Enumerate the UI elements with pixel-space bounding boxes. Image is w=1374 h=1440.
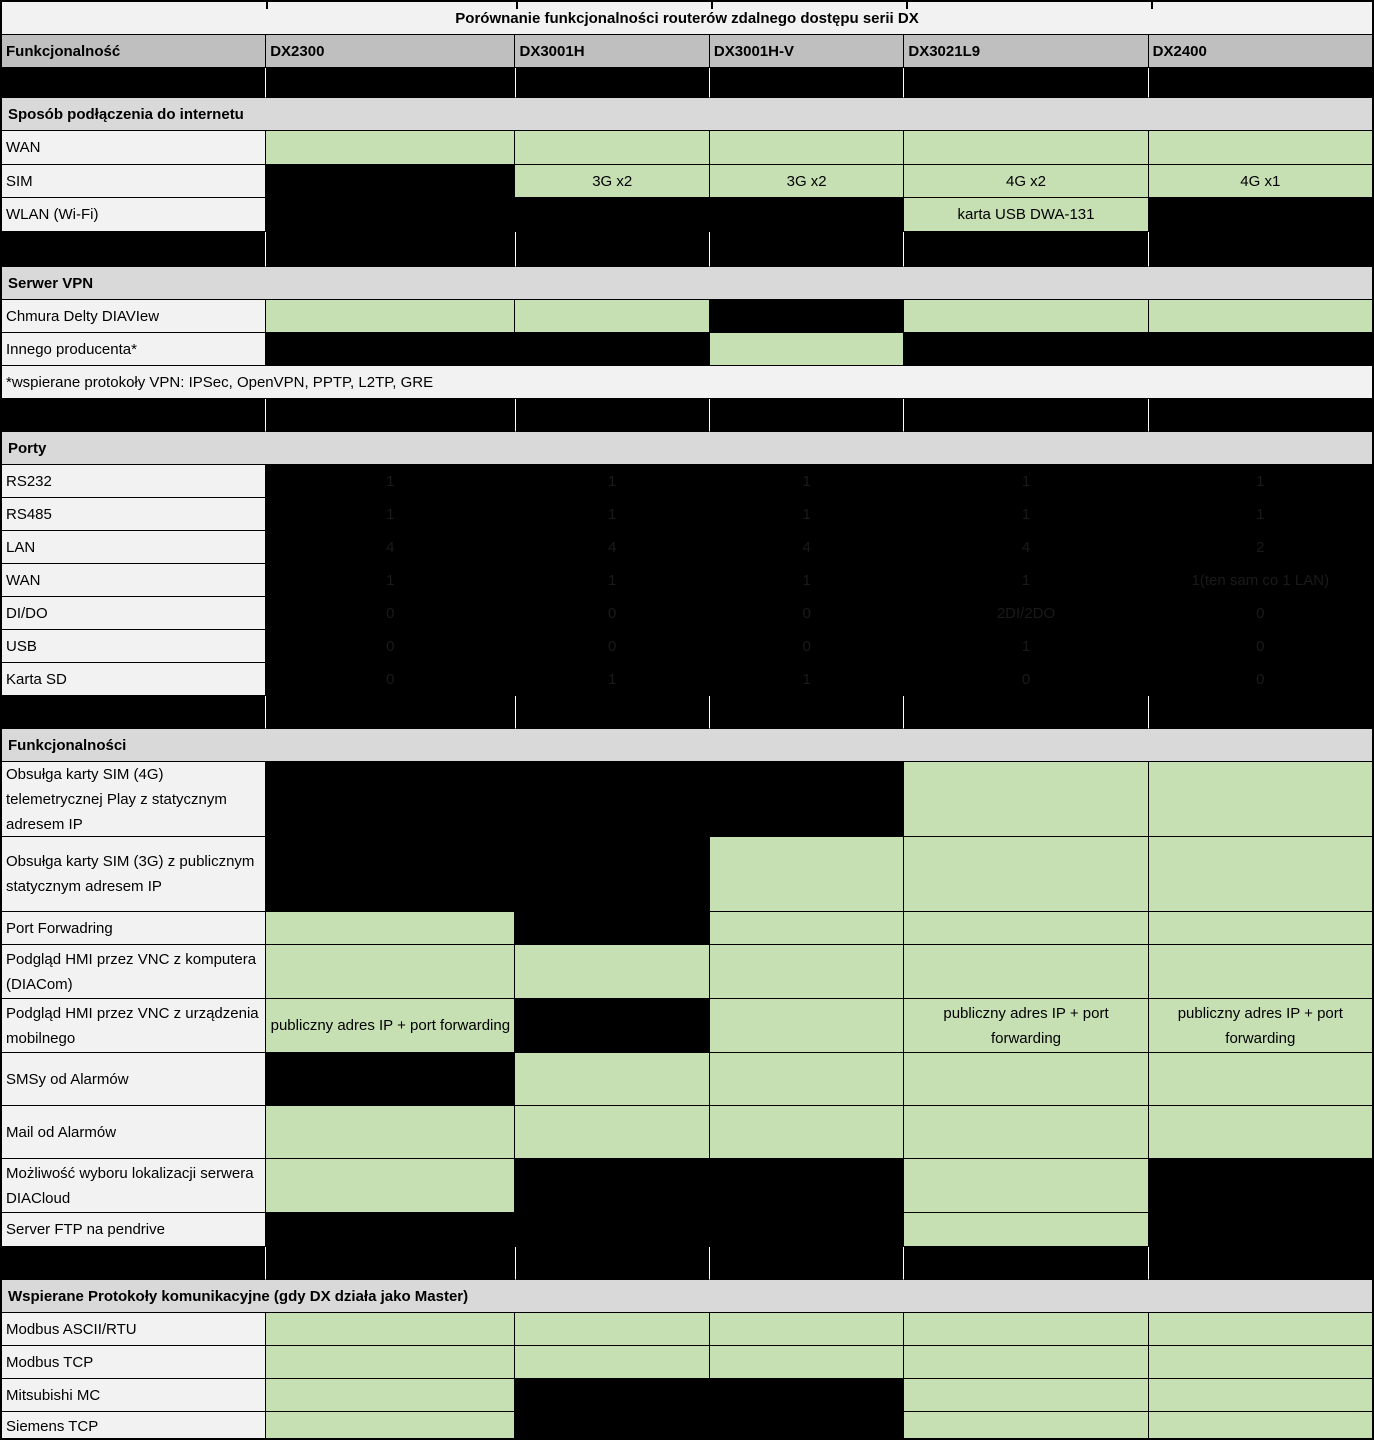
row-row	[2, 945, 1372, 999]
row-row	[2, 531, 1372, 564]
column-boundary-tick	[711, 2, 713, 9]
feature-supported-cell	[904, 912, 1148, 945]
spacer-row	[2, 399, 1372, 432]
feature-unsupported-cell: 1	[904, 630, 1148, 663]
feature-unsupported-cell	[266, 1213, 515, 1247]
feature-unsupported-cell: 1	[1149, 465, 1372, 498]
feature-unsupported-cell	[515, 999, 709, 1053]
feature-unsupported-cell	[1149, 1213, 1372, 1247]
row-row	[2, 165, 1372, 198]
feature-label: WAN	[2, 131, 266, 165]
feature-unsupported-cell: 0	[1149, 597, 1372, 630]
feature-label: Obsułga karty SIM (4G) telemetrycznej Play z statycznym adresem IP	[2, 762, 266, 837]
feature-label: Siemens TCP	[2, 1412, 266, 1440]
feature-supported-cell	[1149, 945, 1372, 999]
feature-unsupported-cell	[515, 1159, 709, 1213]
spacer-cell	[1149, 232, 1372, 267]
feature-unsupported-cell: 2DI/2DO	[904, 597, 1148, 630]
feature-label: Podgląd HMI przez VNC z urządzenia mobilnego	[2, 999, 266, 1053]
row-row	[2, 630, 1372, 663]
feature-unsupported-cell: 1	[710, 498, 904, 531]
feature-supported-cell	[1149, 1053, 1372, 1106]
feature-supported-cell	[904, 837, 1148, 912]
section-row	[2, 267, 1372, 300]
feature-unsupported-cell	[266, 165, 515, 198]
section-header: Porty	[2, 432, 1372, 465]
row-row	[2, 999, 1372, 1053]
feature-supported-cell	[1149, 762, 1372, 837]
feature-supported-cell	[515, 1313, 709, 1346]
feature-supported-cell	[710, 912, 904, 945]
feature-unsupported-cell	[710, 1159, 904, 1213]
feature-supported-cell	[710, 1313, 904, 1346]
feature-unsupported-cell	[904, 333, 1148, 366]
spacer-cell	[710, 1247, 904, 1280]
header-row	[2, 35, 1372, 68]
feature-label: Podgląd HMI przez VNC z komputera (DIACom)	[2, 945, 266, 999]
feature-supported-cell	[904, 131, 1148, 165]
feature-unsupported-cell: 1	[904, 564, 1148, 597]
section-row	[2, 432, 1372, 465]
feature-unsupported-cell: 1	[710, 465, 904, 498]
feature-supported-cell	[1149, 1106, 1372, 1159]
spacer-cell	[266, 399, 515, 432]
spacer-cell	[1149, 696, 1372, 729]
row-row	[2, 564, 1372, 597]
feature-unsupported-cell	[710, 1379, 904, 1412]
feature-label: Port Forwadring	[2, 912, 266, 945]
feature-unsupported-cell: 1	[1149, 498, 1372, 531]
spacer-cell	[266, 68, 515, 98]
row-row	[2, 837, 1372, 912]
feature-unsupported-cell: 1	[515, 564, 709, 597]
feature-unsupported-cell: 1	[904, 498, 1148, 531]
feature-unsupported-cell: 1	[266, 498, 515, 531]
row-row	[2, 498, 1372, 531]
spacer-cell	[710, 232, 904, 267]
feature-unsupported-cell: 0	[1149, 663, 1372, 696]
feature-label: SMSy od Alarmów	[2, 1053, 266, 1106]
feature-supported-cell: publiczny adres IP + port forwarding	[266, 999, 515, 1053]
section-header: Serwer VPN	[2, 267, 1372, 300]
feature-unsupported-cell	[266, 1053, 515, 1106]
spacer-cell	[2, 232, 266, 267]
feature-supported-cell	[904, 1412, 1148, 1440]
feature-label: Chmura Delty DIAVIew	[2, 300, 266, 333]
feature-label: DI/DO	[2, 597, 266, 630]
column-header-feature: Funkcjonalność	[2, 35, 266, 68]
feature-unsupported-cell	[515, 198, 709, 232]
feature-unsupported-cell: 1	[710, 564, 904, 597]
feature-label: LAN	[2, 531, 266, 564]
feature-unsupported-cell: 0	[1149, 630, 1372, 663]
row-row	[2, 1313, 1372, 1346]
feature-supported-cell	[266, 1379, 515, 1412]
spacer-cell	[2, 1247, 266, 1280]
spacer-row	[2, 1247, 1372, 1280]
spacer-cell	[266, 232, 515, 267]
column-boundary-tick	[1151, 2, 1153, 9]
feature-supported-cell	[710, 131, 904, 165]
feature-label: Mail od Alarmów	[2, 1106, 266, 1159]
feature-unsupported-cell: 1	[266, 465, 515, 498]
feature-supported-cell	[904, 300, 1148, 333]
feature-supported-cell	[904, 1313, 1148, 1346]
feature-unsupported-cell: 1	[515, 465, 709, 498]
column-header-dx2300: DX2300	[266, 35, 515, 68]
row-row	[2, 198, 1372, 232]
feature-supported-cell: 3G x2	[515, 165, 709, 198]
spacer-cell	[710, 68, 904, 98]
spacer-cell	[904, 399, 1148, 432]
feature-unsupported-cell	[1149, 198, 1372, 232]
feature-unsupported-cell	[266, 837, 515, 912]
feature-supported-cell	[1149, 837, 1372, 912]
feature-supported-cell	[515, 300, 709, 333]
feature-supported-cell	[266, 131, 515, 165]
feature-unsupported-cell	[1149, 1159, 1372, 1213]
row-row	[2, 1159, 1372, 1213]
feature-supported-cell	[710, 837, 904, 912]
feature-label: Server FTP na pendrive	[2, 1213, 266, 1247]
feature-supported-cell: publiczny adres IP + port forwarding	[904, 999, 1148, 1053]
column-boundary-tick	[516, 2, 518, 9]
feature-supported-cell	[710, 1346, 904, 1379]
feature-supported-cell: 4G x1	[1149, 165, 1372, 198]
spacer-cell	[266, 696, 515, 729]
feature-supported-cell	[904, 1053, 1148, 1106]
feature-supported-cell	[904, 1379, 1148, 1412]
feature-supported-cell	[1149, 1379, 1372, 1412]
row-row	[2, 597, 1372, 630]
feature-supported-cell	[515, 1106, 709, 1159]
spacer-cell	[516, 232, 710, 267]
column-boundary-tick	[266, 2, 268, 9]
feature-supported-cell	[710, 1053, 904, 1106]
feature-supported-cell: 3G x2	[710, 165, 904, 198]
feature-supported-cell	[1149, 1346, 1372, 1379]
column-header-dx3001h: DX3001H	[515, 35, 709, 68]
feature-supported-cell	[904, 1346, 1148, 1379]
feature-unsupported-cell	[515, 1412, 709, 1440]
feature-supported-cell	[266, 945, 515, 999]
title-row	[2, 2, 1372, 35]
feature-supported-cell	[266, 1346, 515, 1379]
spacer-cell	[516, 68, 710, 98]
feature-label: SIM	[2, 165, 266, 198]
feature-unsupported-cell: 2	[1149, 531, 1372, 564]
feature-supported-cell	[1149, 1313, 1372, 1346]
feature-unsupported-cell	[1149, 333, 1372, 366]
feature-label: USB	[2, 630, 266, 663]
section-header: Funkcjonalności	[2, 729, 1372, 762]
feature-label: Modbus ASCII/RTU	[2, 1313, 266, 1346]
spacer-cell	[2, 399, 266, 432]
spacer-cell	[516, 696, 710, 729]
feature-supported-cell	[266, 1159, 515, 1213]
feature-supported-cell	[1149, 1412, 1372, 1440]
feature-label: WAN	[2, 564, 266, 597]
spacer-cell	[1149, 399, 1372, 432]
feature-supported-cell	[710, 999, 904, 1053]
feature-supported-cell: 4G x2	[904, 165, 1148, 198]
feature-label: WLAN (Wi-Fi)	[2, 198, 266, 232]
row-row	[2, 1346, 1372, 1379]
feature-unsupported-cell: 1	[515, 663, 709, 696]
feature-supported-cell	[266, 1313, 515, 1346]
feature-supported-cell	[904, 1106, 1148, 1159]
section-row	[2, 729, 1372, 762]
feature-supported-cell	[1149, 300, 1372, 333]
feature-unsupported-cell: 0	[266, 597, 515, 630]
spacer-cell	[710, 696, 904, 729]
row-row	[2, 1379, 1372, 1412]
feature-unsupported-cell: 1	[904, 465, 1148, 498]
column-header-dx3001h-v: DX3001H-V	[710, 35, 904, 68]
spacer-cell	[516, 399, 710, 432]
feature-supported-cell	[266, 1106, 515, 1159]
feature-label: Możliwość wyboru lokalizacji serwera DIACloud	[2, 1159, 266, 1213]
section-header: Wspierane Protokoły komunikacyjne (gdy DX działa jako Master)	[2, 1280, 1372, 1313]
feature-unsupported-cell	[266, 762, 515, 837]
row-row	[2, 1213, 1372, 1247]
feature-unsupported-cell: 4	[515, 531, 709, 564]
feature-unsupported-cell	[710, 300, 904, 333]
row-row	[2, 663, 1372, 696]
feature-unsupported-cell	[710, 1412, 904, 1440]
feature-supported-cell	[904, 1213, 1148, 1247]
row-row	[2, 131, 1372, 165]
feature-label: Karta SD	[2, 663, 266, 696]
page-title: Porównanie funkcjonalności routerów zdalnego dostępu serii DX	[2, 2, 1372, 35]
feature-supported-cell	[515, 1053, 709, 1106]
feature-supported-cell	[515, 131, 709, 165]
feature-label: Mitsubishi MC	[2, 1379, 266, 1412]
feature-unsupported-cell: 0	[904, 663, 1148, 696]
column-header-dx2400: DX2400	[1149, 35, 1372, 68]
feature-unsupported-cell: 4	[710, 531, 904, 564]
feature-unsupported-cell: 1	[515, 498, 709, 531]
spacer-cell	[2, 68, 266, 98]
row-row	[2, 762, 1372, 837]
section-header: Sposób podłączenia do internetu	[2, 98, 1372, 131]
feature-unsupported-cell	[266, 198, 515, 232]
feature-unsupported-cell: 1(ten sam co 1 LAN)	[1149, 564, 1372, 597]
feature-unsupported-cell: 0	[710, 597, 904, 630]
feature-label: RS232	[2, 465, 266, 498]
feature-supported-cell	[515, 945, 709, 999]
spacer-cell	[2, 696, 266, 729]
spacer-cell	[904, 68, 1148, 98]
section-row	[2, 98, 1372, 131]
feature-supported-cell	[1149, 912, 1372, 945]
spacer-cell	[710, 399, 904, 432]
spacer-cell	[1149, 68, 1372, 98]
feature-label: Modbus TCP	[2, 1346, 266, 1379]
spacer-cell	[904, 696, 1148, 729]
feature-unsupported-cell: 0	[515, 630, 709, 663]
note-row	[2, 366, 1372, 399]
spacer-cell	[904, 232, 1148, 267]
column-boundary-tick	[906, 2, 908, 9]
row-row	[2, 465, 1372, 498]
feature-unsupported-cell: 0	[710, 630, 904, 663]
feature-supported-cell	[904, 945, 1148, 999]
feature-unsupported-cell	[515, 333, 709, 366]
feature-supported-cell	[710, 333, 904, 366]
feature-unsupported-cell	[515, 912, 709, 945]
row-row	[2, 333, 1372, 366]
spacer-row	[2, 68, 1372, 98]
spacer-cell	[516, 1247, 710, 1280]
spacer-cell	[266, 1247, 515, 1280]
feature-supported-cell	[904, 762, 1148, 837]
feature-supported-cell	[710, 945, 904, 999]
feature-unsupported-cell	[515, 762, 709, 837]
section-row	[2, 1280, 1372, 1313]
feature-supported-cell	[904, 1159, 1148, 1213]
feature-unsupported-cell	[515, 1379, 709, 1412]
feature-label: RS485	[2, 498, 266, 531]
spacer-row	[2, 232, 1372, 267]
feature-unsupported-cell: 4	[266, 531, 515, 564]
footnote: *wspierane protokoły VPN: IPSec, OpenVPN, PPTP, L2TP, GRE	[2, 366, 1372, 399]
row-row	[2, 1106, 1372, 1159]
feature-supported-cell	[515, 1346, 709, 1379]
spacer-cell	[1149, 1247, 1372, 1280]
feature-unsupported-cell: 0	[266, 630, 515, 663]
feature-supported-cell	[266, 300, 515, 333]
row-row	[2, 1053, 1372, 1106]
feature-supported-cell	[1149, 131, 1372, 165]
feature-unsupported-cell	[710, 762, 904, 837]
feature-unsupported-cell: 0	[515, 597, 709, 630]
feature-unsupported-cell	[515, 1213, 709, 1247]
feature-unsupported-cell	[515, 837, 709, 912]
feature-label: Innego producenta*	[2, 333, 266, 366]
column-header-dx3021l9: DX3021L9	[904, 35, 1148, 68]
feature-unsupported-cell	[266, 333, 515, 366]
feature-unsupported-cell: 1	[266, 564, 515, 597]
feature-unsupported-cell: 1	[710, 663, 904, 696]
feature-unsupported-cell	[710, 1213, 904, 1247]
row-row	[2, 912, 1372, 945]
spacer-row	[2, 696, 1372, 729]
feature-label: Obsułga karty SIM (3G) z publicznym statycznym adresem IP	[2, 837, 266, 912]
spacer-cell	[904, 1247, 1148, 1280]
feature-unsupported-cell: 0	[266, 663, 515, 696]
feature-unsupported-cell	[710, 198, 904, 232]
feature-supported-cell	[710, 1106, 904, 1159]
row-row	[2, 300, 1372, 333]
feature-unsupported-cell: 4	[904, 531, 1148, 564]
feature-supported-cell: publiczny adres IP + port forwarding	[1149, 999, 1372, 1053]
row-row	[2, 1412, 1372, 1440]
feature-supported-cell	[266, 912, 515, 945]
feature-supported-cell: karta USB DWA-131	[904, 198, 1148, 232]
feature-supported-cell	[266, 1412, 515, 1440]
